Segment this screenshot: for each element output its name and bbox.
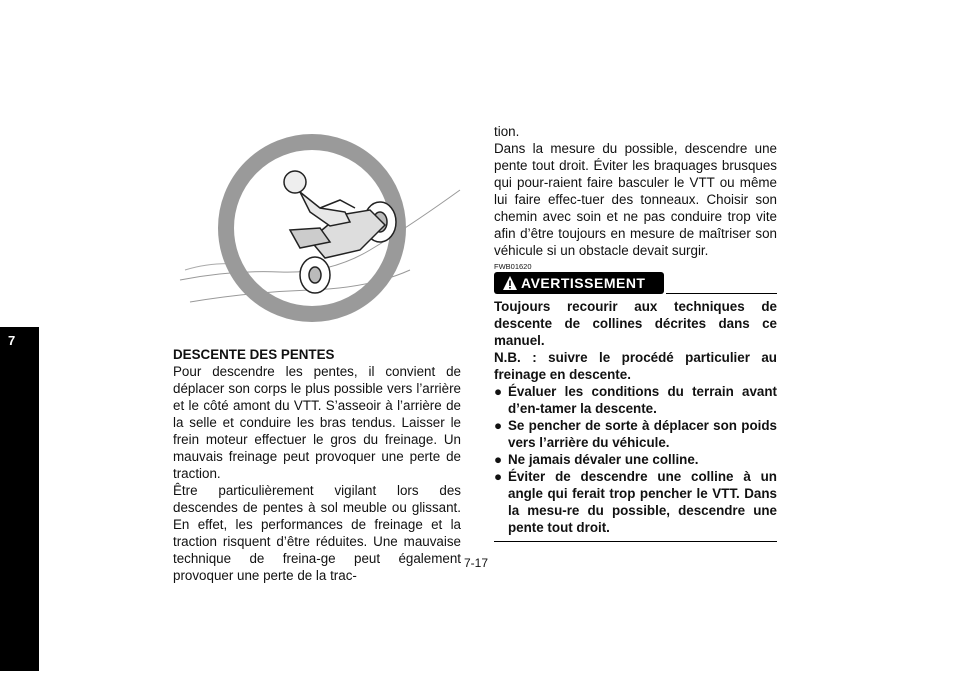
list-item: ● Ne jamais dévaler une colline. xyxy=(494,452,699,467)
warning-body xyxy=(494,298,777,536)
warning-badge xyxy=(494,272,664,294)
warning-text: Toujours recourir aux techniques de descente de collines décrites dans ce manuel. xyxy=(494,299,777,348)
section-heading: DESCENTE DES PENTES xyxy=(173,347,335,362)
warning-triangle-icon xyxy=(502,275,518,291)
chapter-tab xyxy=(0,327,39,671)
reference-code: FWB01620 xyxy=(494,262,532,271)
warning-list xyxy=(494,383,777,536)
list-item: ● Se pencher de sorte à déplacer son poids vers l’arrière du véhicule. xyxy=(494,418,777,450)
paragraph: Être particulièrement vigilant lors des descendes de pentes à sol meuble ou glissant. En effet, les performances de freinage et la traction risquent d’être réduites. Une mauvaise technique de freina-ge peut également provoquer une perte de la trac- xyxy=(173,483,461,583)
bullet-icon: ● xyxy=(494,452,503,467)
bullet-icon: ● xyxy=(494,418,503,433)
left-column xyxy=(173,346,461,584)
list-item: ● Évaluer les conditions du terrain avant d’en-tamer la descente. xyxy=(494,384,777,416)
divider xyxy=(666,293,777,294)
page-number: 7-17 xyxy=(464,556,489,570)
prohibited-atv-downhill-icon xyxy=(170,130,470,340)
paragraph-continuation: tion. xyxy=(494,124,520,139)
list-item: ● Éviter de descendre une colline à un angle qui ferait trop pencher le VTT. Dans la mesu-re du possible, descendre une pente tout droit. xyxy=(494,469,777,535)
paragraph: Dans la mesure du possible, descendre une pente tout droit. Éviter les braquages brusques qui pour-raient faire basculer le VTT ou même lui faire effec-tuer des tonneaux. Choisir son chemin avec soin et ne pas conduire trop vite afin d’être toujours en mesure de maîtriser son véhicule si un obstacle devait surgir. xyxy=(494,141,777,258)
divider xyxy=(494,541,777,542)
warning-header xyxy=(494,272,777,294)
right-column xyxy=(494,123,777,542)
bullet-icon: ● xyxy=(494,469,503,484)
bullet-icon: ● xyxy=(494,384,503,399)
warning-note: N.B. : suivre le procédé particulier au freinage en descente. xyxy=(494,350,777,382)
chapter-number: 7 xyxy=(8,333,16,348)
warning-label: AVERTISSEMENT xyxy=(521,275,646,291)
paragraph: Pour descendre les pentes, il convient de déplacer son corps le plus possible vers l’arrière et le côté amont du VTT. S’asseoir à l’arrière de la selle et conduire les bras tendus. Laisser le frein moteur effectuer le gros du freinage. Un mauvais freinage peut provoquer une perte de traction. xyxy=(173,364,461,481)
